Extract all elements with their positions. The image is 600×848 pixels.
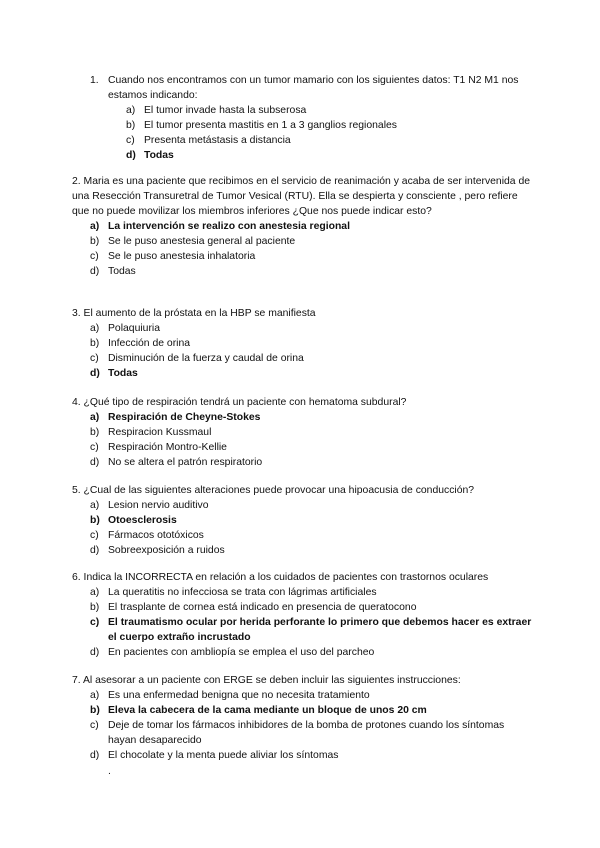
option-c <box>72 718 532 748</box>
option-text: Todas <box>108 266 136 277</box>
option-letter: b) <box>90 338 100 349</box>
question-stem: 6. Indica la INCORRECTA en relación a los cuidados de pacientes con trastornos oculares <box>72 572 489 583</box>
option-a <box>72 585 532 600</box>
question-stem: 5. ¿Cual de las siguientes alteraciones puede provocar una hipoacusia de conducción? <box>72 485 475 496</box>
question-4 <box>72 395 532 470</box>
option-letter: a) <box>90 323 100 334</box>
option-c <box>72 249 532 264</box>
question-5 <box>72 483 532 558</box>
option-letter: a) <box>126 105 136 116</box>
option-b <box>72 600 532 615</box>
option-c <box>72 351 532 366</box>
option-letter: d) <box>90 545 100 556</box>
question-3 <box>72 306 532 381</box>
option-text: Respiracion Kussmaul <box>108 427 212 438</box>
option-text: La intervención se realizo con anestesia regional <box>108 221 350 232</box>
option-c-correct <box>72 615 532 645</box>
option-text: Todas <box>108 368 138 379</box>
option-letter: d) <box>90 647 100 658</box>
option-text: Disminución de la fuerza y caudal de orina <box>108 353 304 364</box>
option-letter: b) <box>90 427 100 438</box>
options-list <box>72 688 532 763</box>
option-text: El trasplante de cornea está indicado en presencia de queratocono <box>108 602 417 613</box>
option-text: Polaquiuria <box>108 323 160 334</box>
option-text: El tumor invade hasta la subserosa <box>144 105 307 116</box>
option-b <box>72 118 532 133</box>
option-letter: b) <box>90 515 100 526</box>
options-list <box>72 219 532 279</box>
option-text: El tumor presenta mastitis en 1 a 3 ganglios regionales <box>144 120 397 131</box>
option-text: Todas <box>144 150 174 161</box>
option-d-correct <box>72 148 532 163</box>
question-stem: 3. El aumento de la próstata en la HBP se manifiesta <box>72 308 316 319</box>
option-text: Respiración Montro-Kellie <box>108 442 227 453</box>
option-letter: c) <box>90 617 100 628</box>
option-d <box>72 264 532 279</box>
option-letter: d) <box>126 150 136 161</box>
option-letter: d) <box>90 750 100 761</box>
question-stem: 7. Al asesorar a un paciente con ERGE se deben incluir las siguientes instrucciones: <box>72 675 461 686</box>
option-text: Presenta metástasis a distancia <box>144 135 291 146</box>
option-text: Lesion nervio auditivo <box>108 500 209 511</box>
option-letter: c) <box>126 135 135 146</box>
option-a <box>72 688 532 703</box>
option-letter: d) <box>90 368 100 379</box>
option-a-correct <box>72 219 532 234</box>
option-text: Se le puso anestesia inhalatoria <box>108 251 256 262</box>
option-text: Respiración de Cheyne-Stokes <box>108 412 261 423</box>
options-list <box>72 321 532 381</box>
option-a <box>72 321 532 336</box>
option-letter: a) <box>90 221 100 232</box>
option-text: Se le puso anestesia general al paciente <box>108 236 296 247</box>
option-c <box>72 133 532 148</box>
option-letter: c) <box>90 251 99 262</box>
option-text: Otoesclerosis <box>108 515 177 526</box>
options-list <box>72 585 532 660</box>
option-letter: b) <box>90 705 100 716</box>
option-text: Sobreexposición a ruidos <box>108 545 225 556</box>
option-a-correct <box>72 410 532 425</box>
question-1 <box>72 73 532 163</box>
option-b <box>72 234 532 249</box>
option-d <box>72 748 532 763</box>
question-stem: 2. Maria es una paciente que recibimos en el servicio de reanimación y acaba de ser intervenida de una Resección Transuretral de Tumor Vesical (RTU). Ella se despierta y consciente , pero refiere que no puede movilizar los miembros inferiores ¿Que nos puede indicar esto? <box>72 176 531 217</box>
option-letter: d) <box>90 457 100 468</box>
option-d <box>72 543 532 558</box>
option-text: Eleva la cabecera de la cama mediante un bloque de unos 20 cm <box>108 705 427 716</box>
option-letter: c) <box>90 442 99 453</box>
option-b-correct <box>72 703 532 718</box>
option-letter: c) <box>90 720 99 731</box>
option-text: En pacientes con ambliopía se emplea el uso del parcheo <box>108 647 375 658</box>
option-text: Deje de tomar los fármacos inhibidores de la bomba de protones cuando los síntomas hayan desaparecido <box>108 720 505 746</box>
question-2 <box>72 174 532 279</box>
option-letter: b) <box>126 120 136 131</box>
option-c <box>72 440 532 455</box>
trailing-period: . <box>108 766 111 777</box>
option-letter: d) <box>90 266 100 277</box>
option-text: Fármacos ototóxicos <box>108 530 204 541</box>
option-b <box>72 425 532 440</box>
option-a <box>72 498 532 513</box>
option-letter: b) <box>90 236 100 247</box>
option-d <box>72 455 532 470</box>
option-letter: a) <box>90 690 100 701</box>
question-stem <box>72 73 532 103</box>
option-letter: b) <box>90 602 100 613</box>
option-b-correct <box>72 513 532 528</box>
option-letter: c) <box>90 530 99 541</box>
options-list <box>72 410 532 470</box>
option-letter: a) <box>90 412 100 423</box>
option-text: Infección de orina <box>108 338 191 349</box>
option-d <box>72 645 532 660</box>
option-text: El traumatismo ocular por herida perforante lo primero que debemos hacer es extraer el cuerpo extraño incrustado <box>108 617 532 643</box>
question-text: Cuando nos encontramos con un tumor mamario con los siguientes datos: T1 N2 M1 nos estamos indicando: <box>108 75 519 101</box>
option-text: No se altera el patrón respiratorio <box>108 457 263 468</box>
question-7 <box>72 673 532 763</box>
option-text: El chocolate y la menta puede aliviar los síntomas <box>108 750 339 761</box>
question-stem: 4. ¿Qué tipo de respiración tendrá un paciente con hematoma subdural? <box>72 397 407 408</box>
option-b <box>72 336 532 351</box>
option-letter: a) <box>90 500 100 511</box>
options-list <box>72 498 532 558</box>
option-letter: a) <box>90 587 100 598</box>
option-d-correct <box>72 366 532 381</box>
option-letter: c) <box>90 353 99 364</box>
option-a <box>72 103 532 118</box>
option-c <box>72 528 532 543</box>
question-number: 1. <box>90 75 99 86</box>
options-list <box>72 103 532 163</box>
option-text: La queratitis no infecciosa se trata con lágrimas artificiales <box>108 587 377 598</box>
question-6 <box>72 570 532 660</box>
option-text: Es una enfermedad benigna que no necesita tratamiento <box>108 690 370 701</box>
